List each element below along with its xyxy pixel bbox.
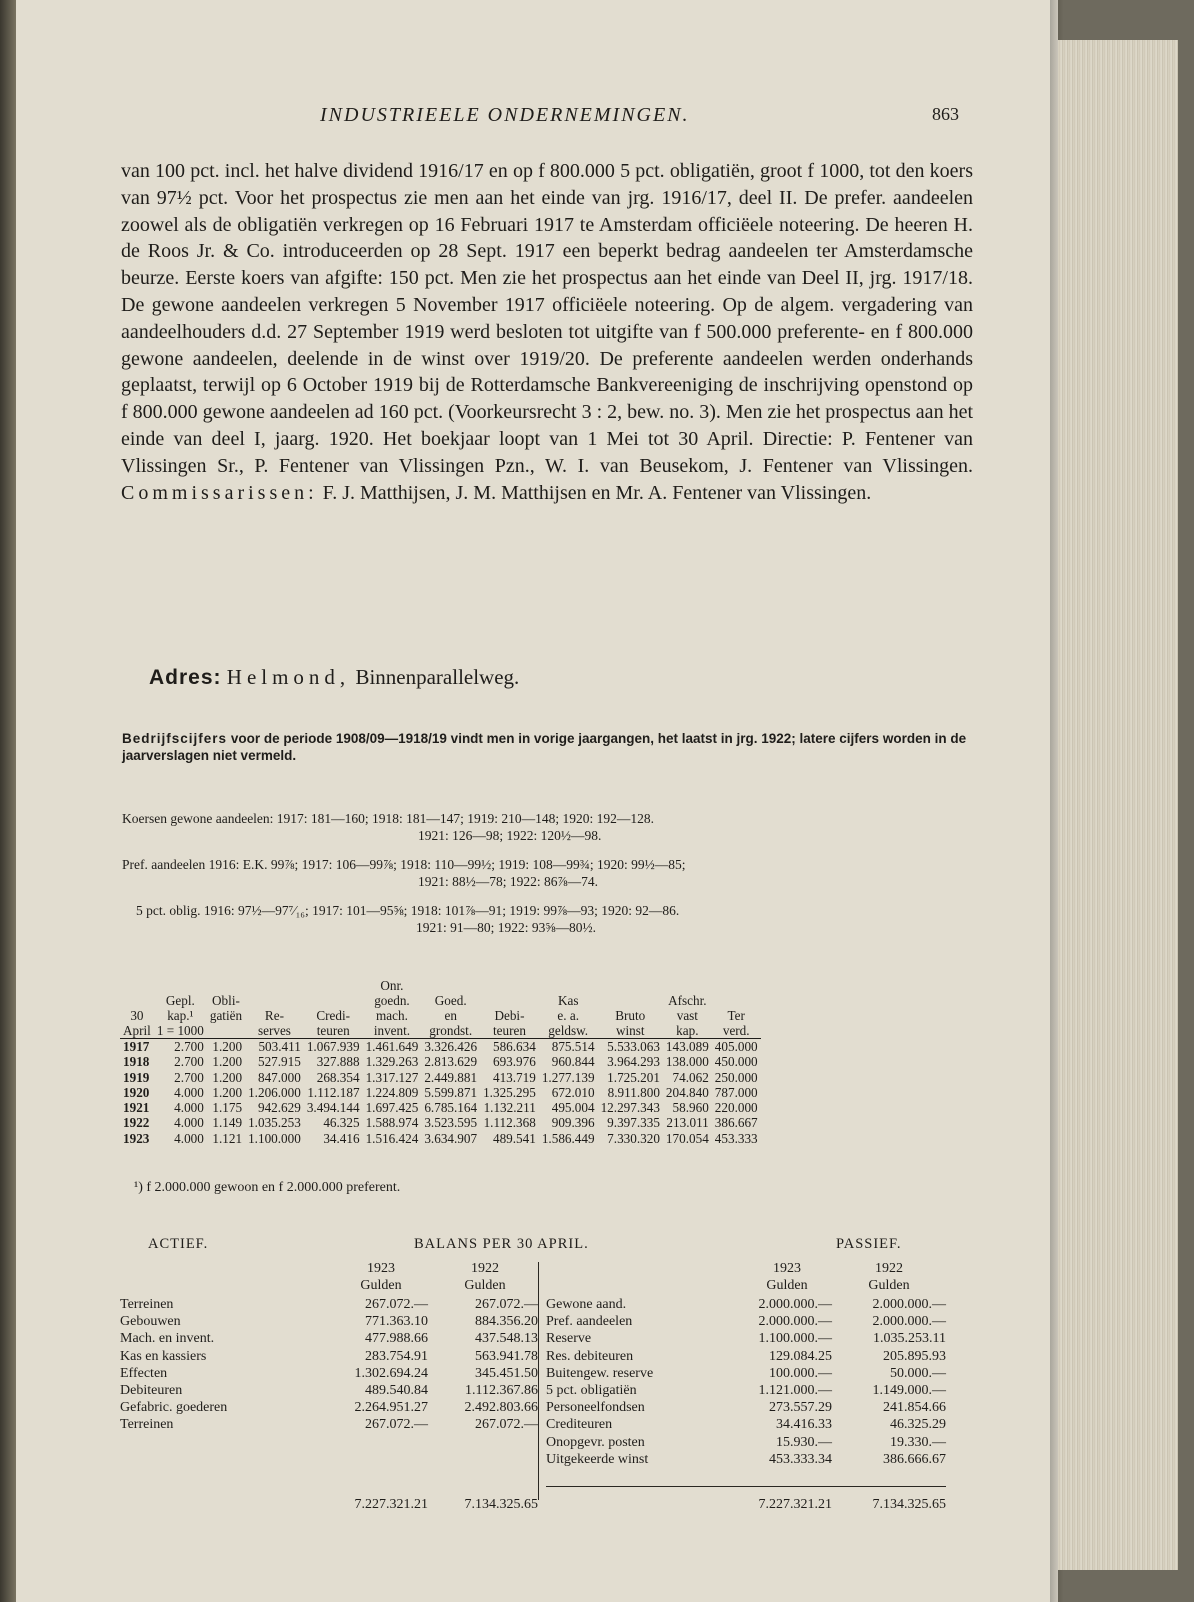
table-cell: 2.700 bbox=[174, 1039, 204, 1054]
passief-value-1922: 19.330.— bbox=[890, 1434, 946, 1450]
table-cell: 327.888 bbox=[316, 1054, 360, 1070]
table-cell: 875.514 bbox=[551, 1039, 595, 1054]
currency-header: Gulden bbox=[766, 1278, 808, 1294]
passief-value-1922: 46.325.29 bbox=[890, 1417, 946, 1433]
table-header-cell: Onr. bbox=[380, 978, 404, 993]
table-cell: 1.206.000 bbox=[248, 1084, 301, 1100]
page-number: 863 bbox=[932, 104, 959, 124]
table-cell: 1921 bbox=[123, 1100, 150, 1116]
running-head: INDUSTRIEELE ONDERNEMINGEN. bbox=[320, 104, 690, 126]
table-header-cell bbox=[207, 1023, 245, 1039]
table-header-cell: Kas bbox=[557, 993, 579, 1008]
passief-item-label: Reserve bbox=[546, 1331, 592, 1347]
actief-totals bbox=[120, 1496, 538, 1513]
actief-row bbox=[120, 1399, 538, 1416]
passief-item-label: Gewone aand. bbox=[546, 1297, 627, 1312]
passief-value-1922: 1.149.000.— bbox=[872, 1383, 946, 1399]
passief-value-1922: 386.666.67 bbox=[883, 1451, 946, 1467]
table-header-cell: e. a. bbox=[557, 1008, 579, 1023]
passief-value-1922: 50.000.— bbox=[890, 1365, 946, 1381]
passief-row bbox=[546, 1434, 946, 1451]
table-cell: 1.200 bbox=[212, 1054, 243, 1070]
table-header-row bbox=[120, 1023, 761, 1039]
book-page-edges bbox=[1058, 40, 1178, 1570]
actief-value-1922: 2.492.803.66 bbox=[464, 1400, 538, 1416]
quote-line: 1921: 88½—78; 1922: 86⅞—74. bbox=[418, 874, 599, 889]
table-header-cell: invent. bbox=[363, 1023, 422, 1039]
table-cell: 1.200 bbox=[212, 1069, 243, 1085]
table-cell: 1.725.201 bbox=[607, 1069, 660, 1085]
quote-line: 1921: 126—98; 1922: 120½—98. bbox=[418, 828, 602, 843]
table-header-cell bbox=[539, 978, 598, 993]
passief-item-label: Buitengew. reserve bbox=[546, 1365, 654, 1381]
passief-total-1923: 7.227.321.21 bbox=[758, 1497, 832, 1512]
table-header-cell: Obli- bbox=[212, 993, 240, 1008]
table-cell: 1.516.424 bbox=[365, 1130, 419, 1146]
year-header: 1923 bbox=[773, 1261, 801, 1276]
table-row bbox=[120, 1100, 761, 1115]
table-row bbox=[120, 1115, 761, 1130]
table-cell: 672.010 bbox=[551, 1084, 595, 1100]
address-street: Binnenparallelweg. bbox=[355, 665, 520, 689]
passief-totals bbox=[546, 1496, 946, 1513]
table-cell: 1.588.974 bbox=[365, 1115, 419, 1131]
passief-item-label: Onopgevr. posten bbox=[546, 1434, 645, 1450]
balance-divider bbox=[538, 1262, 539, 1500]
quote-line: Pref. aandeelen 1916: E.K. 99⅞; 1917: 106—99⅞; 1918: 110—99½; 1919: 108—99¾; 1920: 99½—85; bbox=[122, 857, 686, 872]
table-header-cell: gatiën bbox=[209, 1008, 243, 1023]
table-cell: 1.329.263 bbox=[365, 1054, 419, 1070]
table-cell: 1.317.127 bbox=[365, 1069, 419, 1085]
table-cell: 942.629 bbox=[257, 1100, 301, 1116]
table-cell: 1.067.939 bbox=[306, 1039, 360, 1054]
note-text: voor de periode 1908/09—1918/19 vindt men in vorige jaargangen, het laatst in jrg. 1922; latere cijfers worden in de jaarverslagen niet vermeld. bbox=[122, 731, 967, 763]
table-cell: 138.000 bbox=[665, 1054, 709, 1070]
table-cell: 4.000 bbox=[174, 1100, 204, 1116]
table-cell: 9.397.335 bbox=[607, 1115, 660, 1131]
table-cell: 4.000 bbox=[174, 1130, 204, 1146]
passief-value-1922: 205.895.93 bbox=[883, 1348, 946, 1364]
actief-row bbox=[120, 1313, 538, 1330]
table-header-cell bbox=[480, 978, 539, 993]
passief-total-1922: 7.134.325.65 bbox=[872, 1497, 946, 1512]
quote-line: 1921: 91—80; 1922: 93⅝—80½. bbox=[416, 920, 597, 935]
table-header-cell: verd. bbox=[712, 1023, 761, 1039]
table-cell: 143.089 bbox=[665, 1039, 709, 1054]
table-cell: 450.000 bbox=[714, 1054, 758, 1070]
table-cell: 1.224.809 bbox=[365, 1084, 419, 1100]
table-cell: 909.396 bbox=[551, 1115, 595, 1131]
actief-value-1923: 489.540.84 bbox=[365, 1383, 428, 1399]
table-cell: 2.449.881 bbox=[424, 1069, 478, 1085]
passief-value-1923: 1.121.000.— bbox=[758, 1383, 832, 1399]
table-header-cell bbox=[120, 978, 154, 993]
table-cell: 5.533.063 bbox=[607, 1039, 660, 1054]
passief-row bbox=[546, 1365, 946, 1382]
actief-value-1922: 345.451.50 bbox=[475, 1365, 538, 1381]
table-cell: 847.000 bbox=[257, 1069, 301, 1085]
table-cell: 527.915 bbox=[257, 1054, 301, 1070]
table-cell: 3.326.426 bbox=[424, 1039, 478, 1054]
passief-row bbox=[546, 1313, 946, 1330]
actief-value-1922: 267.072.— bbox=[475, 1297, 538, 1312]
table-cell: 1.200 bbox=[212, 1039, 243, 1054]
body-paragraph-main: van 100 pct. incl. het halve dividend 1916/17 en op f 800.000 5 pct. obligatiën, groot f 1000, tot den koers van 97½ pct. Voor het prospectus zie men aan het einde van jrg. 1916/17, deel II. De prefer. aandeelen zoowel als de obligatiën verkregen op 16 Februari 1917 te Amsterdam officiëele noteering. De heeren H. de Roos Jr. & Co. introduceerden op 28 Sept. 1917 een beperkt bedrag aandeelen ter Amsterdamsche beurze. Eerste koers van afgifte: 150 pct. Men zie het prospectus aan het einde van Deel II, jrg. 1917/18. De gewone aandeelen verkregen 5 November 1917 officiëele noteering. Op de algem. vergadering van aandeelhouders d.d. 27 September 1919 werd besloten tot uitgifte van f 500.000 preferente- en f 800.000 gewone aandeelen, deelende in de winst over 1919/20. De preferente aandeelen werden onderhands geplaatst, terwijl op 6 October 1919 bij de Rotterdamsche Bankvereeniging de inschrijving openstond op f 800.000 gewone aandeelen ad 160 pct. (Voorkeursrecht 3 : 2, bew. no. 3). Men zie het prospectus aan het einde van deel I, jaarg. 1920. Het boekjaar loopt van 1 Mei tot 30 April. Directie: P. Fentener van Vlissingen Sr., P. Fentener van Vlissingen Pzn., W. I. van Beusekom, J. Fentener van Vlissingen. bbox=[121, 160, 973, 477]
actief-item-label: Terreinen bbox=[120, 1417, 174, 1433]
table-cell: 787.000 bbox=[714, 1084, 758, 1100]
table-header-cell bbox=[304, 978, 363, 993]
table-cell: 1920 bbox=[123, 1084, 150, 1100]
bedrijfscijfers-note bbox=[122, 730, 972, 764]
table-row bbox=[120, 1070, 761, 1085]
table-cell: 1.277.139 bbox=[541, 1069, 595, 1085]
passief-value-1923: 34.416.33 bbox=[776, 1417, 832, 1433]
passief-value-1922: 1.035.253.11 bbox=[873, 1331, 946, 1347]
table-cell: 1.586.449 bbox=[541, 1130, 595, 1146]
passief-value-1922: 2.000.000.— bbox=[872, 1314, 946, 1330]
table-header-cell: winst bbox=[598, 1023, 663, 1039]
balance-title: BALANS PER 30 APRIL. bbox=[414, 1236, 589, 1252]
table-cell: 1.100.000 bbox=[248, 1130, 301, 1146]
address-label: Adres: bbox=[149, 666, 222, 689]
actief-value-1922: 437.548.13 bbox=[475, 1331, 538, 1347]
passief-total-rule bbox=[546, 1486, 946, 1487]
actief-label: ACTIEF. bbox=[148, 1236, 209, 1252]
table-header-cell: Bruto bbox=[615, 1008, 646, 1023]
commissarissen-label: Commissarissen: bbox=[121, 481, 318, 504]
passief-row bbox=[546, 1348, 946, 1365]
passief-item-label: Uitgekeerde winst bbox=[546, 1451, 649, 1467]
table-header-cell: teuren bbox=[304, 1023, 363, 1039]
table-header-cell: en bbox=[444, 1008, 457, 1023]
table-header-cell: Re- bbox=[264, 1008, 284, 1023]
address-city: Helmond, bbox=[226, 665, 351, 689]
table-header-cell: Afschr. bbox=[668, 993, 707, 1008]
table-header-cell: kap.¹ bbox=[167, 1008, 194, 1023]
table-cell: 220.000 bbox=[714, 1100, 758, 1116]
table-cell: 1.121 bbox=[212, 1130, 243, 1146]
passief-row bbox=[546, 1330, 946, 1347]
table-row bbox=[120, 1085, 761, 1100]
table-header-cell bbox=[712, 978, 761, 993]
actief-value-1922: 563.941.78 bbox=[475, 1348, 538, 1364]
actief-table bbox=[120, 1296, 538, 1434]
actief-item-label: Terreinen bbox=[120, 1297, 174, 1312]
table-header-row bbox=[120, 978, 761, 993]
table-header-cell: 30 bbox=[130, 1008, 144, 1023]
table-cell: 586.634 bbox=[492, 1039, 536, 1054]
table-header-cell: grondst. bbox=[421, 1023, 480, 1039]
figures-table bbox=[120, 978, 761, 1146]
passief-row bbox=[546, 1382, 946, 1399]
table-header-row bbox=[120, 1008, 761, 1023]
table-cell: 453.333 bbox=[714, 1130, 758, 1146]
table-header-cell: April bbox=[120, 1023, 154, 1039]
actief-total-1923: 7.227.321.21 bbox=[354, 1497, 428, 1512]
table-header-cell bbox=[120, 993, 154, 1008]
table-header-cell bbox=[154, 978, 207, 993]
table-cell: 1.112.187 bbox=[307, 1084, 360, 1100]
year-header: 1922 bbox=[471, 1261, 499, 1276]
book-gutter bbox=[0, 0, 16, 1602]
table-cell: 405.000 bbox=[714, 1039, 758, 1054]
quote-gewone-aandeelen bbox=[122, 810, 654, 844]
passief-value-1923: 15.930.— bbox=[776, 1434, 832, 1450]
actief-item-label: Mach. en invent. bbox=[120, 1331, 215, 1347]
table-header-cell bbox=[245, 978, 304, 993]
passief-value-1922: 2.000.000.— bbox=[872, 1297, 946, 1312]
table-cell: 3.964.293 bbox=[607, 1054, 660, 1070]
table-cell: 8.911.800 bbox=[607, 1084, 660, 1100]
passief-item-label: Pref. aandeelen bbox=[546, 1314, 633, 1330]
actief-value-1923: 771.363.10 bbox=[365, 1314, 428, 1330]
table-cell: 3.494.144 bbox=[306, 1100, 360, 1116]
table-cell: 3.634.907 bbox=[424, 1130, 478, 1146]
currency-header: Gulden bbox=[360, 1278, 402, 1294]
table-header-cell: kap. bbox=[663, 1023, 712, 1039]
actief-item-label: Effecten bbox=[120, 1365, 168, 1381]
table-cell: 960.844 bbox=[551, 1054, 595, 1070]
table-cell: 1.461.649 bbox=[365, 1039, 419, 1054]
table-cell: 2.700 bbox=[174, 1069, 204, 1085]
passief-value-1923: 100.000.— bbox=[769, 1365, 832, 1381]
table-cell: 386.667 bbox=[714, 1115, 758, 1131]
passief-row bbox=[546, 1399, 946, 1416]
table-cell: 1923 bbox=[123, 1130, 150, 1146]
actief-item-label: Kas en kassiers bbox=[120, 1348, 207, 1364]
table-cell: 3.523.595 bbox=[424, 1115, 478, 1131]
passief-value-1923: 129.084.25 bbox=[769, 1348, 832, 1364]
passief-label: PASSIEF. bbox=[836, 1236, 902, 1252]
table-cell: 58.960 bbox=[672, 1100, 709, 1116]
actief-value-1923: 267.072.— bbox=[365, 1417, 428, 1433]
table-cell: 250.000 bbox=[714, 1069, 758, 1085]
table-cell: 495.004 bbox=[551, 1100, 595, 1116]
year-header: 1923 bbox=[367, 1261, 395, 1276]
currency-header: Gulden bbox=[868, 1278, 910, 1294]
actief-value-1923: 2.264.951.27 bbox=[354, 1400, 428, 1416]
table-header-cell bbox=[245, 993, 304, 1008]
table-cell: 1.132.211 bbox=[483, 1100, 536, 1116]
quote-obligaties bbox=[136, 902, 679, 936]
table-row bbox=[120, 1054, 761, 1069]
passief-item-label: 5 pct. obligatiën bbox=[546, 1383, 637, 1399]
passief-row bbox=[546, 1296, 946, 1313]
passief-item-label: Crediteuren bbox=[546, 1417, 613, 1433]
quote-line: 5 pct. oblig. 1916: 97½—97⁷⁄₁₆; 1917: 101—95⅝; 1918: 101⅞—91; 1919: 99⅞—93; 1920: 92—86. bbox=[136, 903, 680, 918]
table-cell: 1.325.295 bbox=[483, 1084, 536, 1100]
table-cell: 1.697.425 bbox=[365, 1100, 419, 1116]
table-header-cell bbox=[421, 978, 480, 993]
table-cell: 204.840 bbox=[665, 1084, 709, 1100]
actief-value-1923: 267.072.— bbox=[365, 1297, 428, 1312]
actief-row bbox=[120, 1330, 538, 1347]
table-cell: 1922 bbox=[123, 1115, 150, 1131]
actief-value-1922: 1.112.367.86 bbox=[465, 1383, 538, 1399]
actief-item-label: Debiteuren bbox=[120, 1383, 183, 1399]
table-header-cell: 1 = 1000 bbox=[154, 1023, 207, 1039]
table-cell: 489.541 bbox=[492, 1130, 536, 1146]
actief-value-1923: 1.302.694.24 bbox=[354, 1365, 428, 1381]
table-cell: 1.112.368 bbox=[483, 1115, 536, 1131]
table-footnote: ¹) f 2.000.000 gewoon en f 2.000.000 preferent. bbox=[134, 1180, 401, 1195]
passief-value-1923: 2.000.000.— bbox=[758, 1297, 832, 1312]
actief-value-1922: 267.072.— bbox=[475, 1417, 538, 1433]
table-header-cell: mach. bbox=[376, 1008, 408, 1023]
currency-header: Gulden bbox=[464, 1278, 506, 1294]
table-cell: 503.411 bbox=[258, 1039, 301, 1054]
passief-row bbox=[546, 1416, 946, 1433]
table-cell: 6.785.164 bbox=[424, 1100, 478, 1116]
table-header-cell bbox=[480, 993, 539, 1008]
table-header-row bbox=[120, 993, 761, 1008]
passief-item-label: Res. debiteuren bbox=[546, 1348, 634, 1364]
table-header-cell bbox=[598, 993, 663, 1008]
actief-value-1923: 477.988.66 bbox=[365, 1331, 428, 1347]
actief-row bbox=[120, 1348, 538, 1365]
table-cell: 1917 bbox=[123, 1039, 150, 1054]
year-header: 1922 bbox=[875, 1261, 903, 1276]
table-cell: 213.011 bbox=[666, 1115, 709, 1131]
actief-row bbox=[120, 1416, 538, 1433]
table-row bbox=[120, 1131, 761, 1146]
table-cell: 12.297.343 bbox=[600, 1100, 660, 1116]
actief-row bbox=[120, 1296, 538, 1313]
table-cell: 413.719 bbox=[492, 1069, 536, 1085]
quote-pref-aandeelen bbox=[122, 856, 685, 890]
table-header-cell: Ter bbox=[727, 1008, 745, 1023]
address bbox=[149, 665, 519, 690]
table-cell: 1.200 bbox=[212, 1084, 243, 1100]
body-text bbox=[121, 158, 973, 506]
actief-value-1922: 884.356.20 bbox=[475, 1314, 538, 1330]
table-header-cell: goedn. bbox=[374, 993, 410, 1008]
table-cell: 74.062 bbox=[672, 1069, 709, 1085]
table-cell: 1.175 bbox=[212, 1100, 243, 1116]
table-cell: 1.149 bbox=[212, 1115, 243, 1131]
passief-column-headers bbox=[742, 1260, 946, 1294]
table-header-cell: vast bbox=[676, 1008, 698, 1023]
body-paragraph bbox=[121, 158, 973, 506]
table-cell: 268.354 bbox=[316, 1069, 360, 1085]
table-header-cell: teuren bbox=[480, 1023, 539, 1039]
table-cell: 2.813.629 bbox=[424, 1054, 478, 1070]
table-header-cell bbox=[598, 978, 663, 993]
table-header-cell: Gepl. bbox=[165, 993, 195, 1008]
actief-row bbox=[120, 1382, 538, 1399]
actief-item-label: Gebouwen bbox=[120, 1314, 181, 1330]
actief-row bbox=[120, 1365, 538, 1382]
actief-value-1923: 283.754.91 bbox=[365, 1348, 428, 1364]
table-cell: 1918 bbox=[123, 1054, 150, 1070]
table-header-cell: geldsw. bbox=[539, 1023, 598, 1039]
table-cell: 2.700 bbox=[174, 1054, 204, 1070]
passief-value-1923: 2.000.000.— bbox=[758, 1314, 832, 1330]
table-header-cell: Debi- bbox=[494, 1008, 525, 1023]
actief-total-1922: 7.134.325.65 bbox=[464, 1497, 538, 1512]
table-row bbox=[120, 1039, 761, 1055]
table-header-cell: Goed. bbox=[434, 993, 467, 1008]
table-header-cell bbox=[304, 993, 363, 1008]
passief-value-1922: 241.854.66 bbox=[883, 1400, 946, 1416]
quote-line: Koersen gewone aandeelen: 1917: 181—160; 1918: 181—147; 1919: 210—148; 1920: 192—128. bbox=[122, 811, 655, 826]
actief-item-label: Gefabric. goederen bbox=[120, 1400, 228, 1416]
passief-value-1923: 453.333.34 bbox=[769, 1451, 832, 1467]
table-cell: 5.599.871 bbox=[424, 1084, 478, 1100]
commissarissen-names: F. J. Matthijsen, J. M. Matthijsen en Mr. A. Fentener van Vlissingen. bbox=[322, 481, 872, 504]
table-cell: 4.000 bbox=[174, 1084, 204, 1100]
table-cell: 693.976 bbox=[492, 1054, 536, 1070]
table-cell: 34.416 bbox=[323, 1130, 360, 1146]
passief-row bbox=[546, 1451, 946, 1468]
table-header-cell bbox=[663, 978, 712, 993]
table-cell: 170.054 bbox=[665, 1130, 709, 1146]
table-cell: 7.330.320 bbox=[607, 1130, 660, 1146]
passief-item-label: Personeelfondsen bbox=[546, 1400, 645, 1416]
table-cell: 1919 bbox=[123, 1069, 150, 1085]
actief-column-headers bbox=[120, 1260, 540, 1294]
passief-value-1923: 273.557.29 bbox=[769, 1400, 832, 1416]
table-header-cell: Credi- bbox=[316, 1008, 351, 1023]
passief-value-1923: 1.100.000.— bbox=[758, 1331, 832, 1347]
note-lead: Bedrijfscijfers bbox=[122, 731, 228, 746]
passief-table bbox=[546, 1296, 946, 1468]
table-header-cell: serves bbox=[245, 1023, 304, 1039]
table-cell: 46.325 bbox=[323, 1115, 360, 1131]
table-cell: 1.035.253 bbox=[248, 1115, 301, 1131]
table-cell: 4.000 bbox=[174, 1115, 204, 1131]
table-header-cell bbox=[712, 993, 761, 1008]
table-header-cell bbox=[207, 978, 245, 993]
